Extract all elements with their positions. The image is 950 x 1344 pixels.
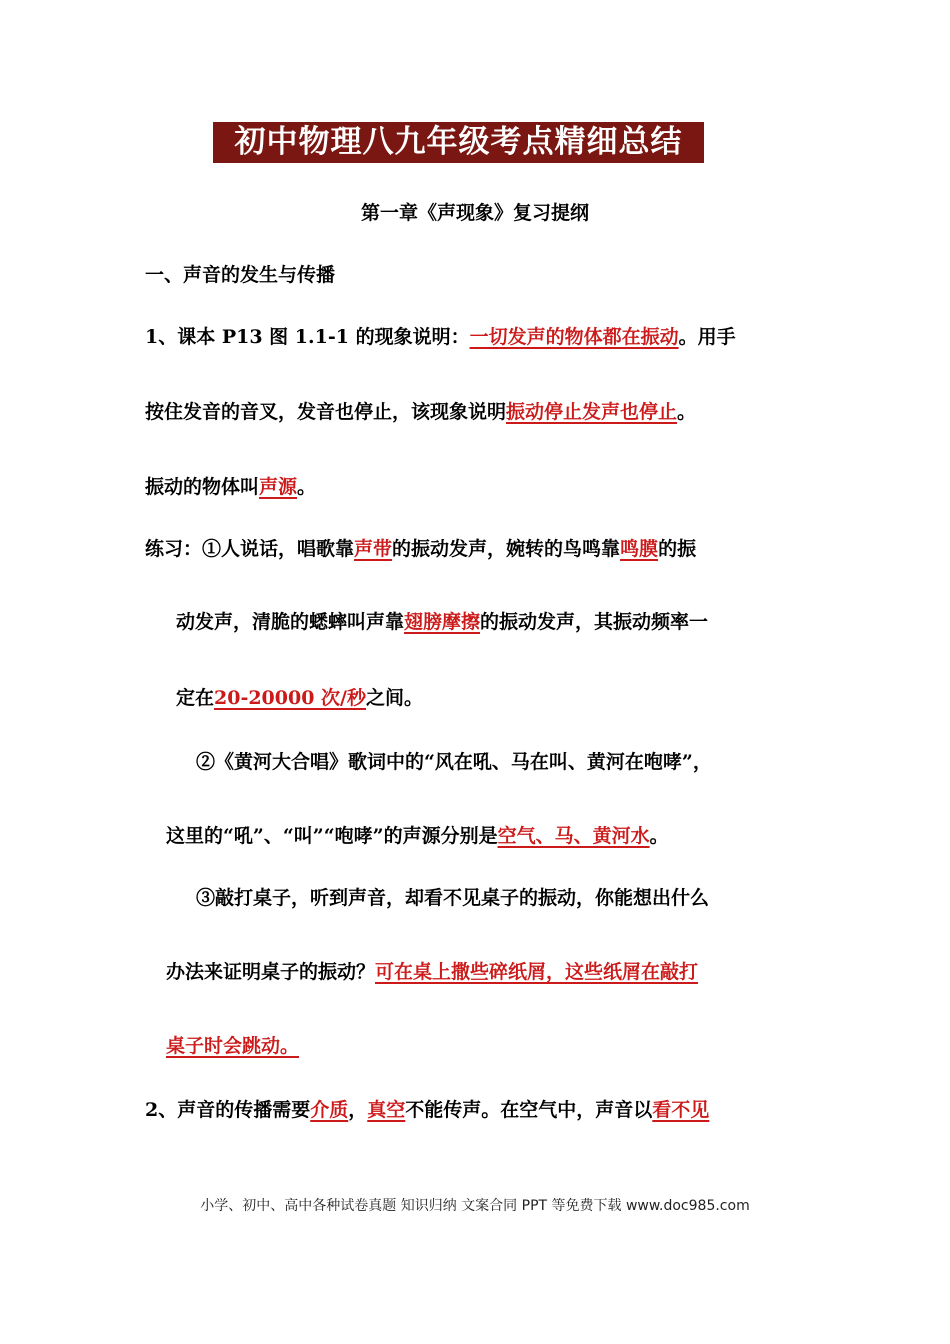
exercise-line	[176, 609, 708, 635]
answer-text: 看不见	[652, 1099, 710, 1121]
text: 练习：①人说话，唱歌靠	[145, 538, 355, 560]
paragraph-line	[145, 324, 736, 350]
text: ，	[348, 1099, 368, 1121]
text: 的振	[658, 538, 697, 560]
text: 之间。	[366, 687, 424, 709]
text: 。	[649, 825, 669, 847]
page-title: 初中物理八九年级考点精细总结	[213, 122, 704, 163]
text: 不能传声。在空气中，声音以	[405, 1099, 653, 1121]
exercise-line	[166, 959, 698, 985]
exercise-line	[166, 823, 669, 849]
answer-text: 20-20000 次/秒	[214, 687, 366, 709]
exercise-line: ②《黄河大合唱》歌词中的“风在吼、马在叫、黄河在咆哮”，	[196, 751, 712, 773]
text: 2、声音的传播需要	[145, 1099, 311, 1121]
answer-text: 翅膀摩擦	[404, 611, 481, 633]
text: 。用手	[678, 326, 736, 348]
text: 振动的物体叫	[145, 476, 260, 498]
text: 的振动发声，婉转的鸟鸣靠	[392, 538, 621, 560]
exercise-line	[166, 1033, 299, 1059]
text: 。	[677, 401, 697, 423]
text: 定在	[176, 687, 215, 709]
text: 办法来证明桌子的振动？	[166, 961, 376, 983]
text: 1、课本 P13 图 1.1-1 的现象说明：	[145, 326, 470, 348]
paragraph-line	[145, 1097, 709, 1123]
text: 按住发音的音叉，发音也停止，该现象说明	[145, 401, 507, 423]
answer-text: 介质	[310, 1099, 349, 1121]
paragraph-line	[145, 399, 696, 425]
exercise-line: ③敲打桌子，听到声音，却看不见桌子的振动，你能想出什么	[196, 887, 710, 909]
section-heading: 一、声音的发生与传播	[145, 264, 336, 286]
answer-text: 声源	[259, 476, 298, 498]
answer-text: 空气、马、黄河水	[497, 825, 650, 847]
answer-text: 声带	[354, 538, 393, 560]
chapter-subtitle: 第一章《声现象》复习提纲	[360, 202, 589, 224]
answer-text: 鸣膜	[620, 538, 659, 560]
answer-text: 一切发声的物体都在振动	[469, 326, 679, 348]
page-footer: 小学、初中、高中各种试卷真题 知识归纳 文案合同 PPT 等免费下载 www.doc985.com	[200, 1198, 750, 1214]
exercise-line	[145, 536, 696, 562]
paragraph-line	[145, 474, 316, 500]
text: 这里的“吼”、“叫”“咆哮”的声源分别是	[166, 825, 498, 847]
answer-text: 真空	[367, 1099, 406, 1121]
text: 动发声，清脆的蟋蟀叫声靠	[176, 611, 405, 633]
answer-text: 桌子时会跳动。	[166, 1035, 300, 1057]
answer-text: 振动停止发声也停止	[506, 401, 678, 423]
answer-text: 可在桌上撒些碎纸屑，这些纸屑在敲打	[375, 961, 699, 983]
exercise-line	[176, 685, 423, 711]
text: 的振动发声，其振动频率一	[480, 611, 709, 633]
text: 。	[297, 476, 317, 498]
